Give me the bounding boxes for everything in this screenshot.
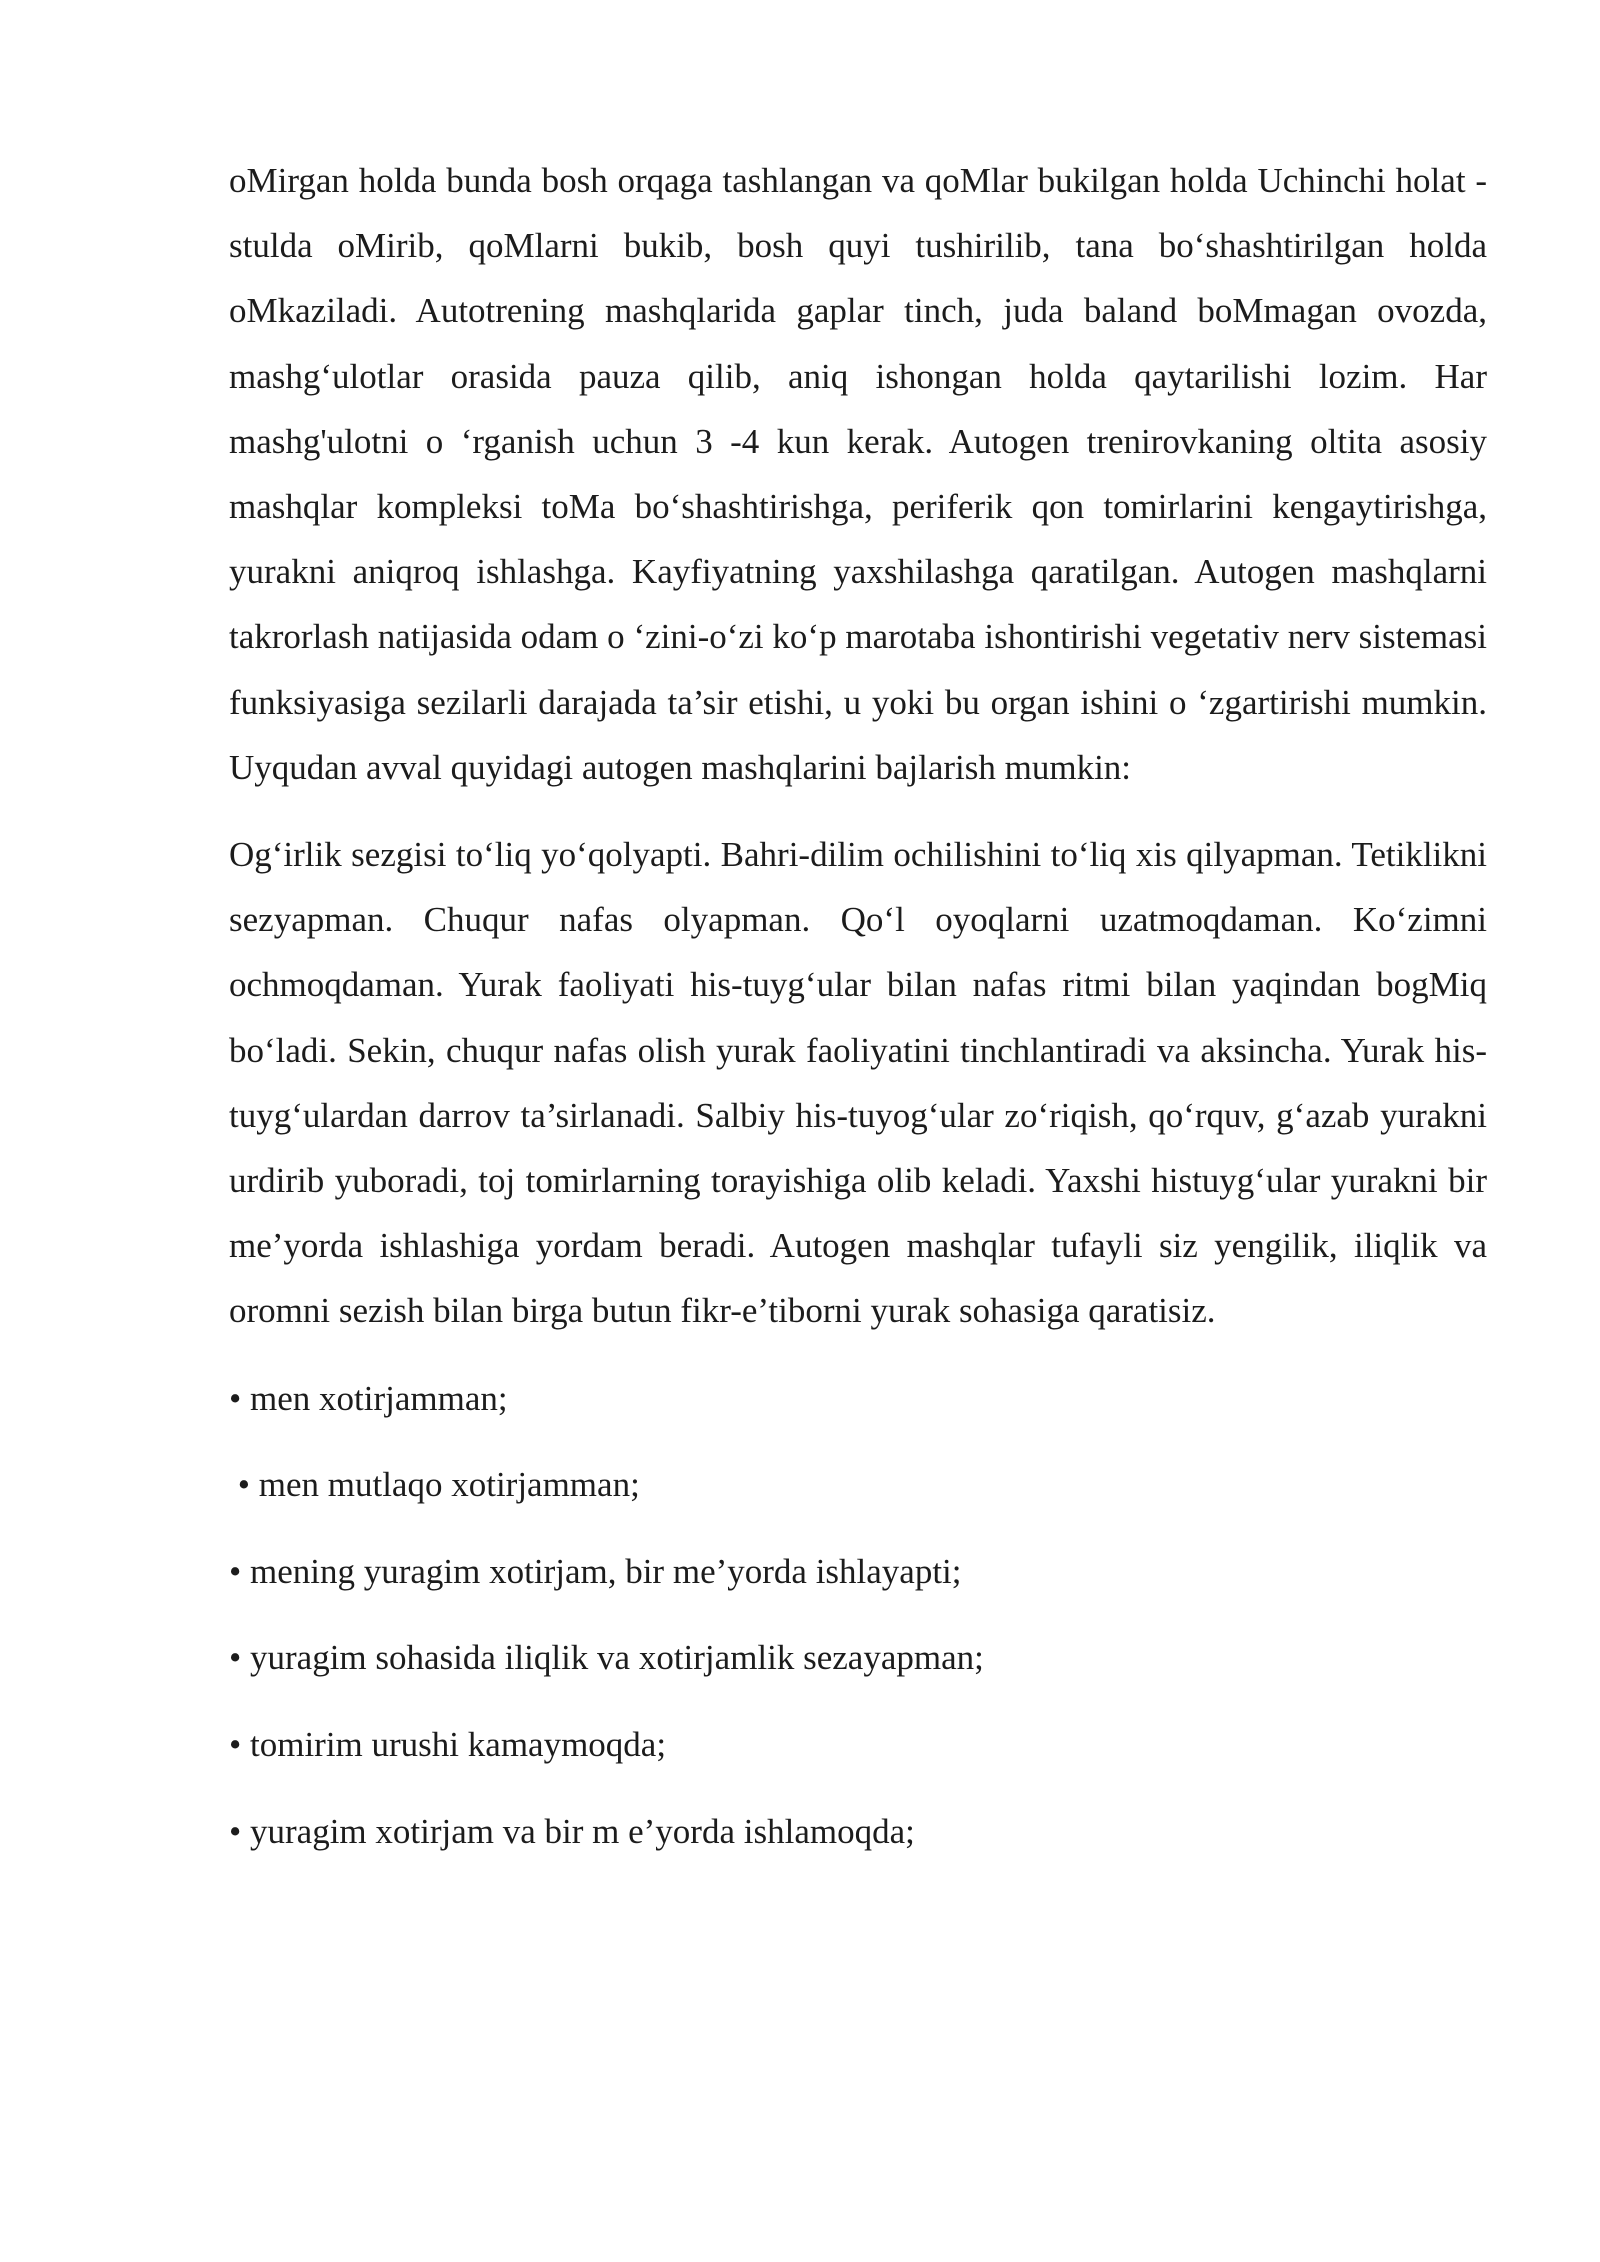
list-item: • tomirim urushi kamaymoqda; — [229, 1725, 667, 1765]
document-page — [229, 148, 1487, 1885]
affirmation-list — [229, 1366, 1487, 1864]
list-item: • yuragim sohasida iliqlik va xotirjamlik sezayapman; — [229, 1638, 984, 1678]
list-item: • men xotirjamman; — [229, 1378, 508, 1418]
list-item: • mening yuragim xotirjam, bir me’yorda ishlayapti; — [229, 1551, 962, 1591]
paragraph-heart-activity: Og‘irlik sezgisi to‘liq yo‘qolyapti. Bahri-dilim ochilishini to‘liq xis qilyapman. Tetiklikni sezyapman. Chuqur nafas olyapman. Qo‘l oyoqlarni uzatmoqdaman. Ko‘zimni ochmoqdaman. Yurak faoliyati his-tuyg‘ular bilan nafas ritmi bilan yaqindan bogMiq bo‘ladi. Sekin, chuqur nafas olish yurak faoliyatini tinchlantiradi va aksincha. Yurak his-tuyg‘ulardan darrov ta’sirlanadi. Salbiy his-tuyog‘ular zo‘riqish, qo‘rquv, g‘azab yurakni urdirib yuboradi, toj tomirlarning torayishiga olib keladi. Yaxshi histuyg‘ular yurakni bir me’yorda ishlashiga yordam beradi. Autogen mashqlar tufayli siz yengilik, iliqlik va oromni sezish bilan birga butun fikr-e’tiborni yurak sohasiga qaratisiz. — [229, 835, 1487, 1331]
paragraph-autogen-training: oMirgan holda bunda bosh orqaga tashlangan va qoMlar bukilgan holda Uchinchi holat - stulda oMirib, qoMlarni bukib, bosh quyi tushirilib, tana bo‘shashtirilgan holda oMkaziladi. Autotrening mashqlarida gaplar tinch, juda baland boMmagan ovozda, mashg‘ulotlar orasida pauza qilib, aniq ishongan holda qaytarilishi lozim. Har mashg'ulotni o ‘rganish uchun 3 -4 kun kerak. Autogen trenirovkaning oltita asosiy mashqlar kompleksi toMa bo‘shashtirishga, periferik qon tomirlarini kengaytirishga, yurakni aniqroq ishlashga. Kayfiyatning yaxshilashga qaratilgan. Autogen mashqlarni takrorlash natijasida odam o ‘zini-o‘zi ko‘p marotaba ishontirishi vegetativ nerv sistemasi funksiyasiga sezilarli darajada ta’sir etishi, u yoki bu organ ishini o ‘zgartirishi mumkin. Uyqudan avval quyidagi autogen mashqlarini bajlarish mumkin: — [229, 161, 1487, 787]
list-item: • yuragim xotirjam va bir m e’yorda ishlamoqda; — [229, 1811, 915, 1851]
list-item: • men mutlaqo xotirjamman; — [229, 1465, 640, 1505]
